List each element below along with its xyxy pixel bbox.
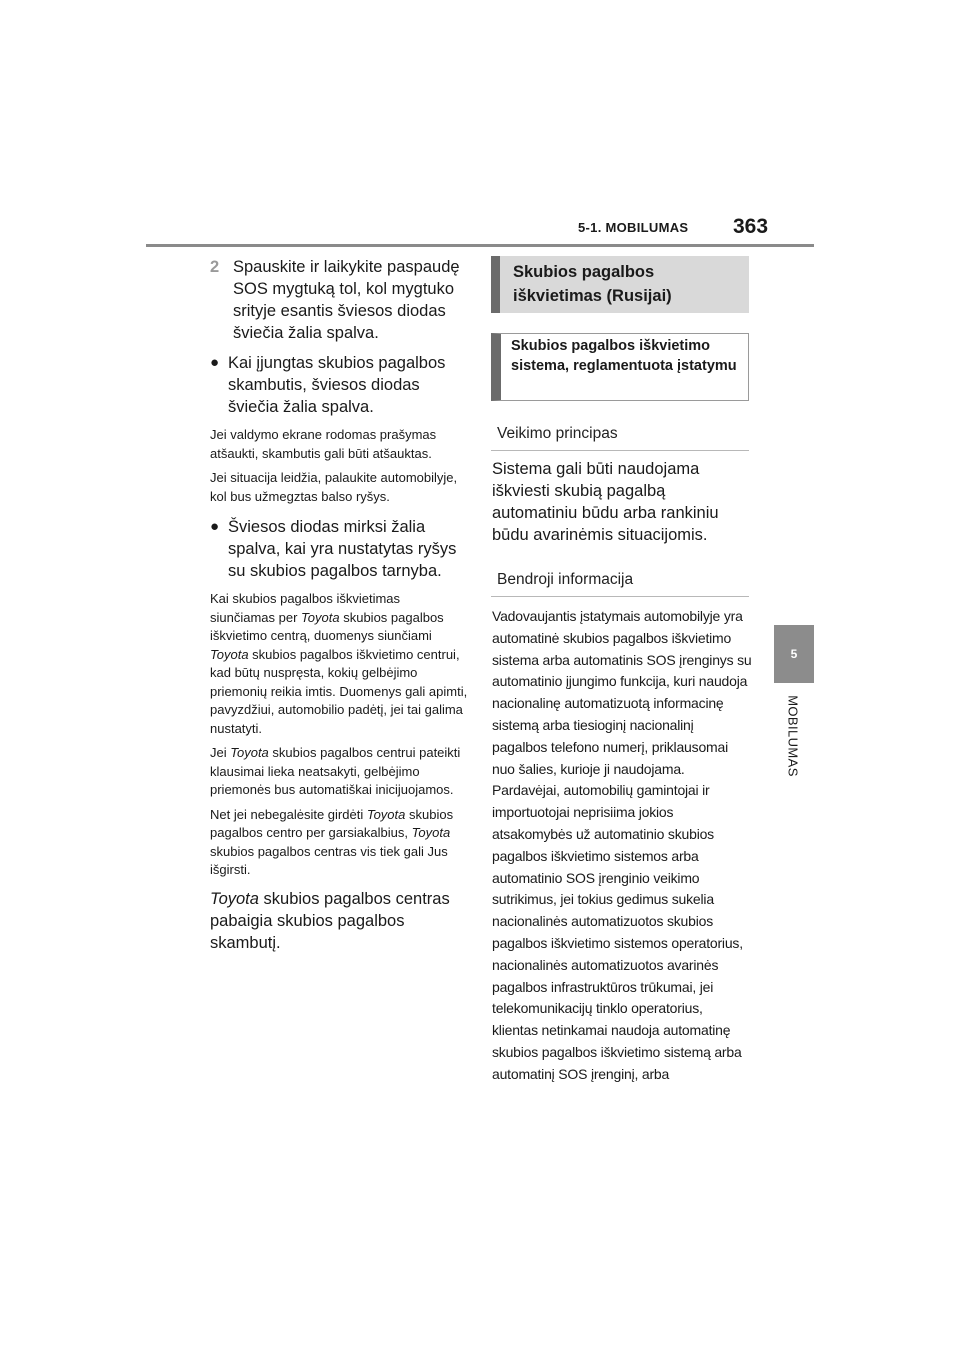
step-text: Spauskite ir laikykite paspaudę SOS mygtuką tol, kol mygtuko srityje esantis šviesos diodas šviečia žalia spalva. xyxy=(233,258,460,342)
note-text: skubios pagalbos centrui pateikti klausimai lieka neatsakyti, gelbėjimo priemonės bus automatiškai inicijuojamos. xyxy=(210,745,461,797)
note-text: Kai skubios pagalbos iškvietimas siunčiamas per xyxy=(210,591,401,625)
note-paragraph xyxy=(210,744,468,800)
brand-name: Toyota xyxy=(230,745,269,760)
section-title: 5-1. MOBILUMAS xyxy=(578,220,689,235)
principle-paragraph: Sistema gali būti naudojama iškviesti skubią pagalbą automatiniu būdu arba rankiniu būdu avarinėmis situacijomis. xyxy=(492,460,719,544)
chapter-tab: 5 xyxy=(774,625,814,683)
brand-name: Toyota xyxy=(366,806,406,822)
header-rule xyxy=(146,244,814,247)
note-text: Net jei nebegalėsite girdėti xyxy=(210,806,367,822)
bullet-text: Kai įjungtas skubios pagalbos skambutis, šviesos diodas šviečia žalia spalva. xyxy=(228,354,446,416)
brand-name: Toyota xyxy=(210,889,259,908)
brand-name: Toyota xyxy=(210,646,249,662)
note-text: skubios pagalbos centras vis tiek gali Jus išgirsti. xyxy=(210,843,448,877)
note-paragraph: Jei situacija leidžia, palaukite automobilyje, kol bus užmegztas balso ryšys. xyxy=(210,470,458,504)
bullet-item xyxy=(210,516,468,582)
bullet-item xyxy=(210,352,468,418)
bullet-dot-icon: ● xyxy=(210,518,220,535)
main-heading: Skubios pagalbos iškvietimas (Rusijai) xyxy=(491,256,749,313)
closing-paragraph xyxy=(210,888,468,954)
note-paragraph xyxy=(210,806,468,880)
brand-name: Toyota xyxy=(301,609,340,625)
note-text: skubios pagalbos iškvietimo centrą, duomenys siunčiami xyxy=(210,609,444,643)
bullet-text: Šviesos diodas mirksi žalia spalva, kai yra nustatytas ryšys su skubios pagalbos tarnyba. xyxy=(228,518,457,580)
note-text: skubios pagalbos iškvietimo centrui, kad būtų nuspręsta, kokių gelbėjimo priemonių reikia imtis. Duomenys gali apimti, pavyzdžiui, automobilio padėtį, jei tai galima nustatyti. xyxy=(210,646,468,736)
step-number: 2 xyxy=(210,258,220,276)
bullet-dot-icon: ● xyxy=(210,354,220,371)
section-heading-general: Bendroji informacija xyxy=(491,563,749,597)
body-text: skubios pagalbos centras pabaigia skubios pagalbos skambutį. xyxy=(210,889,450,952)
note-text: skubios pagalbos centro per garsiakalbius, xyxy=(210,806,454,840)
chapter-label xyxy=(760,688,826,784)
brand-name: Toyota xyxy=(411,825,451,840)
left-column xyxy=(210,256,468,954)
note-paragraph xyxy=(210,590,468,738)
section-heading-principle: Veikimo principas xyxy=(491,417,749,451)
step-item xyxy=(210,256,468,344)
note-text: Jei xyxy=(210,745,231,760)
note-paragraph: Jei valdymo ekrane rodomas prašymas atšaukti, skambutis gali būti atšauktas. xyxy=(210,427,437,461)
page-number: 363 xyxy=(733,215,769,238)
chapter-label-text: MOBILUMAS xyxy=(785,695,801,777)
general-paragraph: Vadovaujantis įstatymais automobilyje yra automatinė skubios pagalbos iškvietimo sistema arba automatinis SOS įrenginys su automatinio įjungimo funkcija, kuri naudoja nacionalinę automatizuotą informacinę sistemą arba tiesioginį nacionalinį pagalbos telefono numerį, priklausomai nuo šalies, kurioje ji naudojama. Pardavėjai, automobilių gamintojai ir importuotojai neprisiima jokios atsakomybės už automatinio skubios pagalbos iškvietimo sistemos arba automatinio SOS įrenginio veikimo sutrikimus, jei tokius gedimus sukelia nacionalinės automatizuotos skubios pagalbos iškvietimo sistemos operatorius, nacionalinės automatizuotos avarinės pagalbos infrastruktūros trūkumai, jei telekomunikacijų tinklo operatorius, klientas netinkamai naudoja automatinę skubios pagalbos iškvietimo sistemą arba automatinį SOS įrenginį, arba xyxy=(492,608,752,1082)
sub-heading: Skubios pagalbos iškvietimo sistema, reglamentuota įstatymu xyxy=(491,333,749,401)
